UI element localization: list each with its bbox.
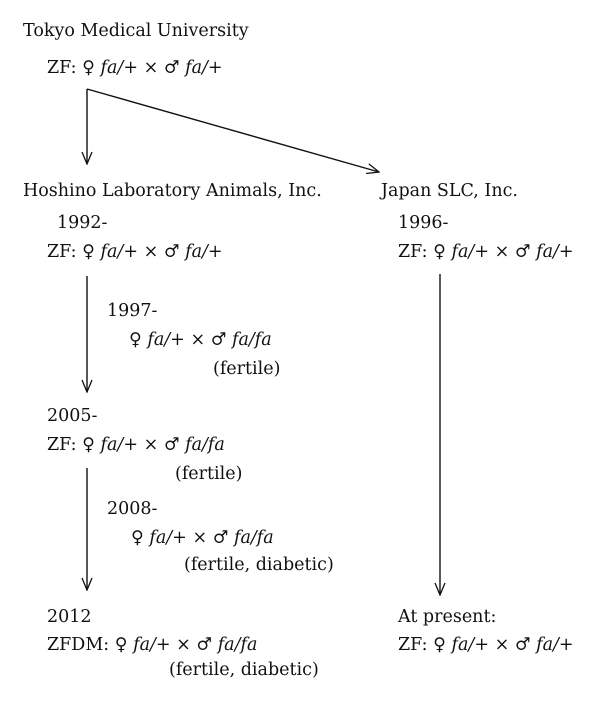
arrow-tmu-to-slc bbox=[87, 89, 379, 172]
hoshino-1992-cross bbox=[47, 244, 223, 262]
hoshino-2012-year: 2012 bbox=[47, 607, 92, 627]
hoshino-2008-cross bbox=[131, 530, 274, 548]
male-symbol: ♂ bbox=[163, 435, 180, 455]
cross-prefix: ZF: bbox=[398, 242, 434, 262]
female-genotype: fa/+ bbox=[100, 435, 138, 455]
cross-times: × bbox=[494, 242, 510, 262]
female-symbol: ♀ bbox=[433, 242, 446, 262]
hoshino-2012-note: (fertile, diabetic) bbox=[169, 660, 319, 680]
male-genotype: fa/+ bbox=[185, 242, 223, 262]
cross-times: × bbox=[143, 58, 159, 78]
female-symbol: ♀ bbox=[82, 242, 95, 262]
male-symbol: ♂ bbox=[163, 58, 180, 78]
hoshino-2005-note: (fertile) bbox=[175, 464, 243, 484]
hoshino-2005-year: 2005- bbox=[47, 406, 98, 426]
cross-prefix: ZF: bbox=[47, 58, 83, 78]
male-symbol: ♂ bbox=[212, 528, 229, 548]
male-symbol: ♂ bbox=[196, 635, 213, 655]
hoshino-2005-cross bbox=[47, 437, 225, 455]
female-symbol: ♀ bbox=[82, 435, 95, 455]
hoshino-1997-note: (fertile) bbox=[213, 359, 281, 379]
cross-times: × bbox=[494, 635, 510, 655]
male-genotype: fa/fa bbox=[233, 528, 274, 548]
female-symbol: ♀ bbox=[433, 635, 446, 655]
slc-present-label: At present: bbox=[398, 607, 497, 627]
male-genotype: fa/fa bbox=[217, 635, 258, 655]
male-symbol: ♂ bbox=[514, 635, 531, 655]
hoshino-2012-cross bbox=[47, 637, 257, 655]
cross-times: × bbox=[176, 635, 191, 655]
cross-times: × bbox=[192, 528, 208, 548]
male-symbol: ♂ bbox=[163, 242, 180, 262]
cross-prefix: ZF: bbox=[47, 242, 83, 262]
male-genotype: fa/fa bbox=[231, 330, 272, 350]
male-symbol: ♂ bbox=[210, 330, 227, 350]
cross-times: × bbox=[190, 330, 206, 350]
cross-times: × bbox=[143, 242, 159, 262]
hoshino-1997-cross bbox=[129, 332, 272, 350]
female-genotype: fa/+ bbox=[451, 242, 489, 262]
female-symbol: ♀ bbox=[129, 330, 142, 350]
female-genotype: fa/+ bbox=[149, 528, 187, 548]
hoshino-2008-year: 2008- bbox=[107, 499, 158, 519]
slc-present-cross bbox=[398, 637, 574, 655]
cross-prefix: ZF: bbox=[398, 635, 434, 655]
slc-name: Japan SLC, Inc. bbox=[381, 181, 518, 201]
female-symbol: ♀ bbox=[114, 635, 128, 655]
hoshino-1997-year: 1997- bbox=[107, 301, 158, 321]
slc-1996-year: 1996- bbox=[398, 213, 449, 233]
male-genotype: fa/+ bbox=[536, 242, 574, 262]
male-genotype: fa/+ bbox=[536, 635, 574, 655]
female-genotype: fa/+ bbox=[147, 330, 185, 350]
slc-1996-cross bbox=[398, 244, 574, 262]
female-genotype: fa/+ bbox=[133, 635, 171, 655]
hoshino-2008-note: (fertile, diabetic) bbox=[184, 555, 334, 575]
female-symbol: ♀ bbox=[131, 528, 144, 548]
female-genotype: fa/+ bbox=[100, 242, 138, 262]
male-genotype: fa/+ bbox=[185, 58, 223, 78]
cross-times: × bbox=[143, 435, 159, 455]
female-genotype: fa/+ bbox=[100, 58, 138, 78]
male-genotype: fa/fa bbox=[185, 435, 225, 455]
origin-name: Tokyo Medical University bbox=[23, 21, 249, 41]
female-symbol: ♀ bbox=[82, 58, 95, 78]
cross-prefix: ZF: bbox=[47, 435, 83, 455]
hoshino-name: Hoshino Laboratory Animals, Inc. bbox=[23, 181, 322, 201]
female-genotype: fa/+ bbox=[451, 635, 489, 655]
hoshino-1992-year: 1992- bbox=[57, 213, 108, 233]
male-symbol: ♂ bbox=[514, 242, 531, 262]
origin-cross bbox=[47, 60, 223, 78]
cross-prefix: ZFDM: bbox=[47, 635, 115, 655]
